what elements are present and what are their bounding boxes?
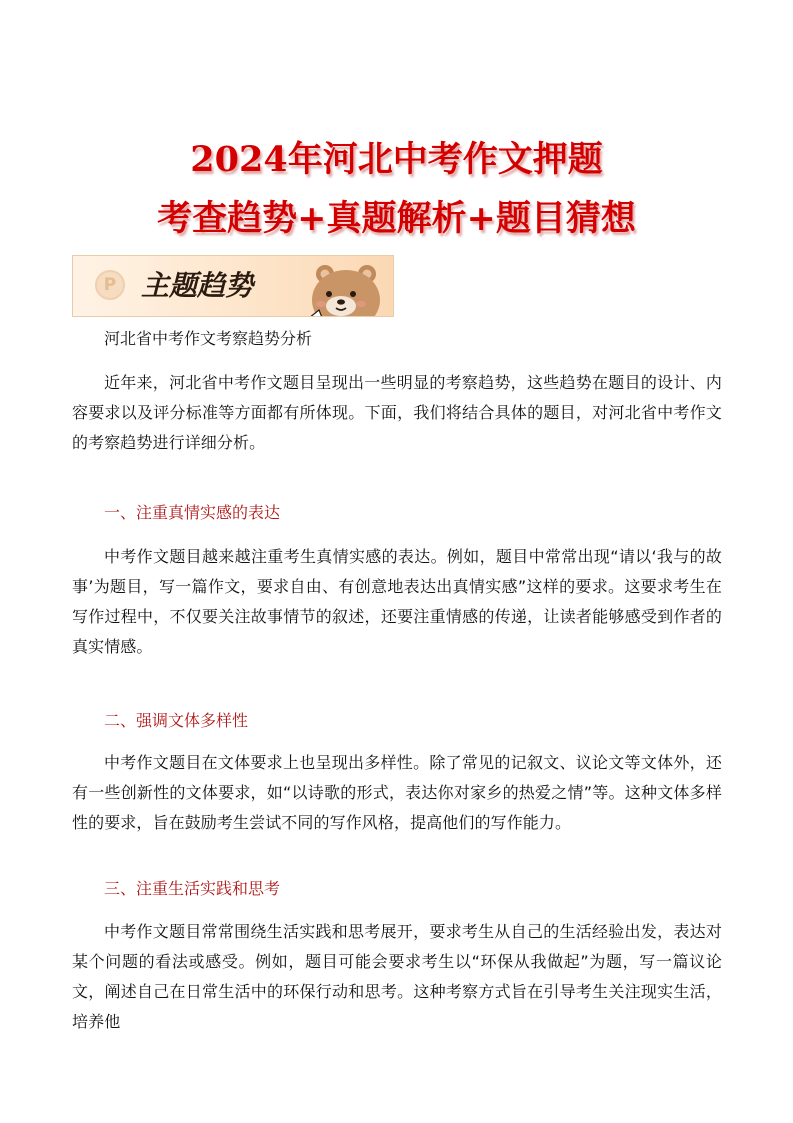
bear-icon bbox=[305, 262, 394, 317]
section-heading-3: 三、注重生活实践和思考 bbox=[104, 879, 281, 898]
intro-line: 河北省中考作文考察趋势分析 bbox=[104, 329, 313, 348]
section-heading-1: 一、注重真情实感的表达 bbox=[104, 503, 281, 522]
document-subtitle: 考查趋势+真题解析+题目猜想 bbox=[157, 198, 636, 239]
section-banner bbox=[72, 255, 394, 317]
section-body-2: 中考作文题目在文体要求上也呈现出多样性。除了常见的记叙文、议论文等文体外，还有一些创新性的文体要求，如“以诗歌的形式，表达你对家乡的热爱之情”等。这种文体多样性的要求，旨在鼓励考生尝试不同的写作风格，提高他们的写作能力。 bbox=[72, 753, 722, 832]
section-heading-2: 二、强调文体多样性 bbox=[104, 711, 249, 730]
section-body-1: 中考作文题目越来越注重考生真情实感的表达。例如，题目中常常出现“请以‘我与的故事’为题目，写一篇作文，要求自由、有创意地表达出真情实感”这样的要求。这要求考生在写作过程中，不仅要关注故事情节的叙述，还要注重情感的传递，让读者能够感受到作者的真实情感。 bbox=[72, 547, 722, 656]
banner-label: 主题趋势 bbox=[141, 269, 254, 302]
document-title: 2024年河北中考作文押题 bbox=[190, 139, 603, 180]
p-badge-icon: P bbox=[95, 270, 125, 300]
intro-paragraph: 近年来，河北省中考作文题目呈现出一些明显的考察趋势，这些趋势在题目的设计、内容要求以及评分标准等方面都有所体现。下面，我们将结合具体的题目，对河北省中考作文的考察趋势进行详细分析。 bbox=[72, 373, 722, 452]
section-body-3: 中考作文题目常常围绕生活实践和思考展开，要求考生从自己的生活经验出发，表达对某个问题的看法或感受。例如，题目可能会要求考生以“环保从我做起”为题，写一篇议论文，阐述自己在日常生活中的环保行动和思考。这种考察方式旨在引导考生关注现实生活，培养他 bbox=[72, 922, 722, 1031]
